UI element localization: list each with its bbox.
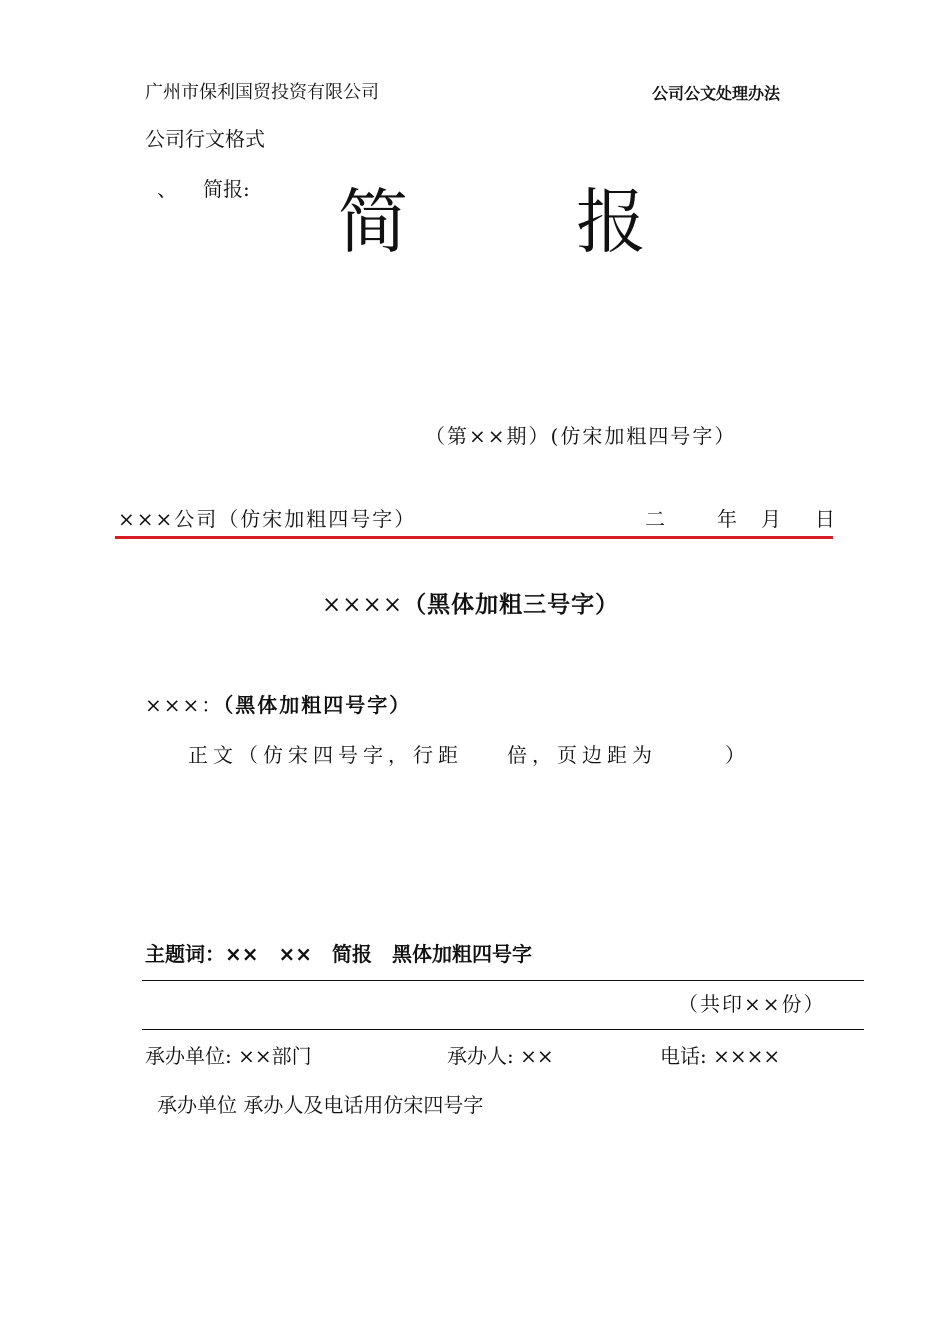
heading-note: （黑体加粗三号字）: [403, 592, 620, 618]
salutation-note: （黑体加粗四号字）: [223, 693, 412, 717]
print-copies: （共印××份）: [678, 992, 826, 1016]
issuing-company: ×××公司（仿宋加粗四号字）: [118, 507, 417, 531]
body-text-part-1: 正文（仿宋四号字，行距: [188, 743, 463, 767]
salutation: [145, 689, 411, 718]
header-doc-title: 公司公文处理办法: [652, 84, 781, 103]
date-part-day: 日: [815, 507, 835, 531]
body-text: [188, 739, 750, 768]
handling-unit: 承办单位: ××部门: [145, 1044, 312, 1068]
body-text-part-3: ）: [725, 743, 750, 767]
body-text-part-2: 倍，页边距为: [507, 743, 657, 767]
brief-title-char-2: 报: [576, 181, 814, 263]
date-part-year: 年: [717, 507, 737, 531]
footer-format-note: 承办单位 承办人及电话用仿宋四号字: [157, 1093, 484, 1117]
brief-title-char-1: 简: [338, 181, 576, 263]
subject-keywords: 主题词：×× ×× 简报 黑体加粗四号字: [145, 942, 533, 966]
list-item-label: 简报:: [203, 177, 250, 201]
contact-phone: 电话: ××××: [660, 1044, 781, 1068]
brief-title: [338, 182, 814, 262]
list-item-marker: 、: [157, 177, 177, 201]
header-company-name: 广州市保利国贸投资有限公司: [145, 82, 379, 103]
issue-date: [645, 503, 835, 532]
heading-marks: ××××: [322, 592, 404, 618]
salutation-marks: ×××：: [145, 693, 224, 717]
red-separator-rule: [115, 536, 833, 539]
issue-number-line: （第××期）(仿宋加粗四号字）: [425, 424, 737, 448]
date-part-year-prefix: 二: [645, 507, 665, 531]
date-part-month: 月: [761, 507, 781, 531]
handling-person: 承办人: ××: [447, 1044, 554, 1068]
section-title: 公司行文格式: [145, 127, 265, 151]
footer-rule-top: [142, 980, 864, 981]
footer-rule-bottom: [142, 1029, 864, 1030]
document-heading: [322, 586, 619, 619]
